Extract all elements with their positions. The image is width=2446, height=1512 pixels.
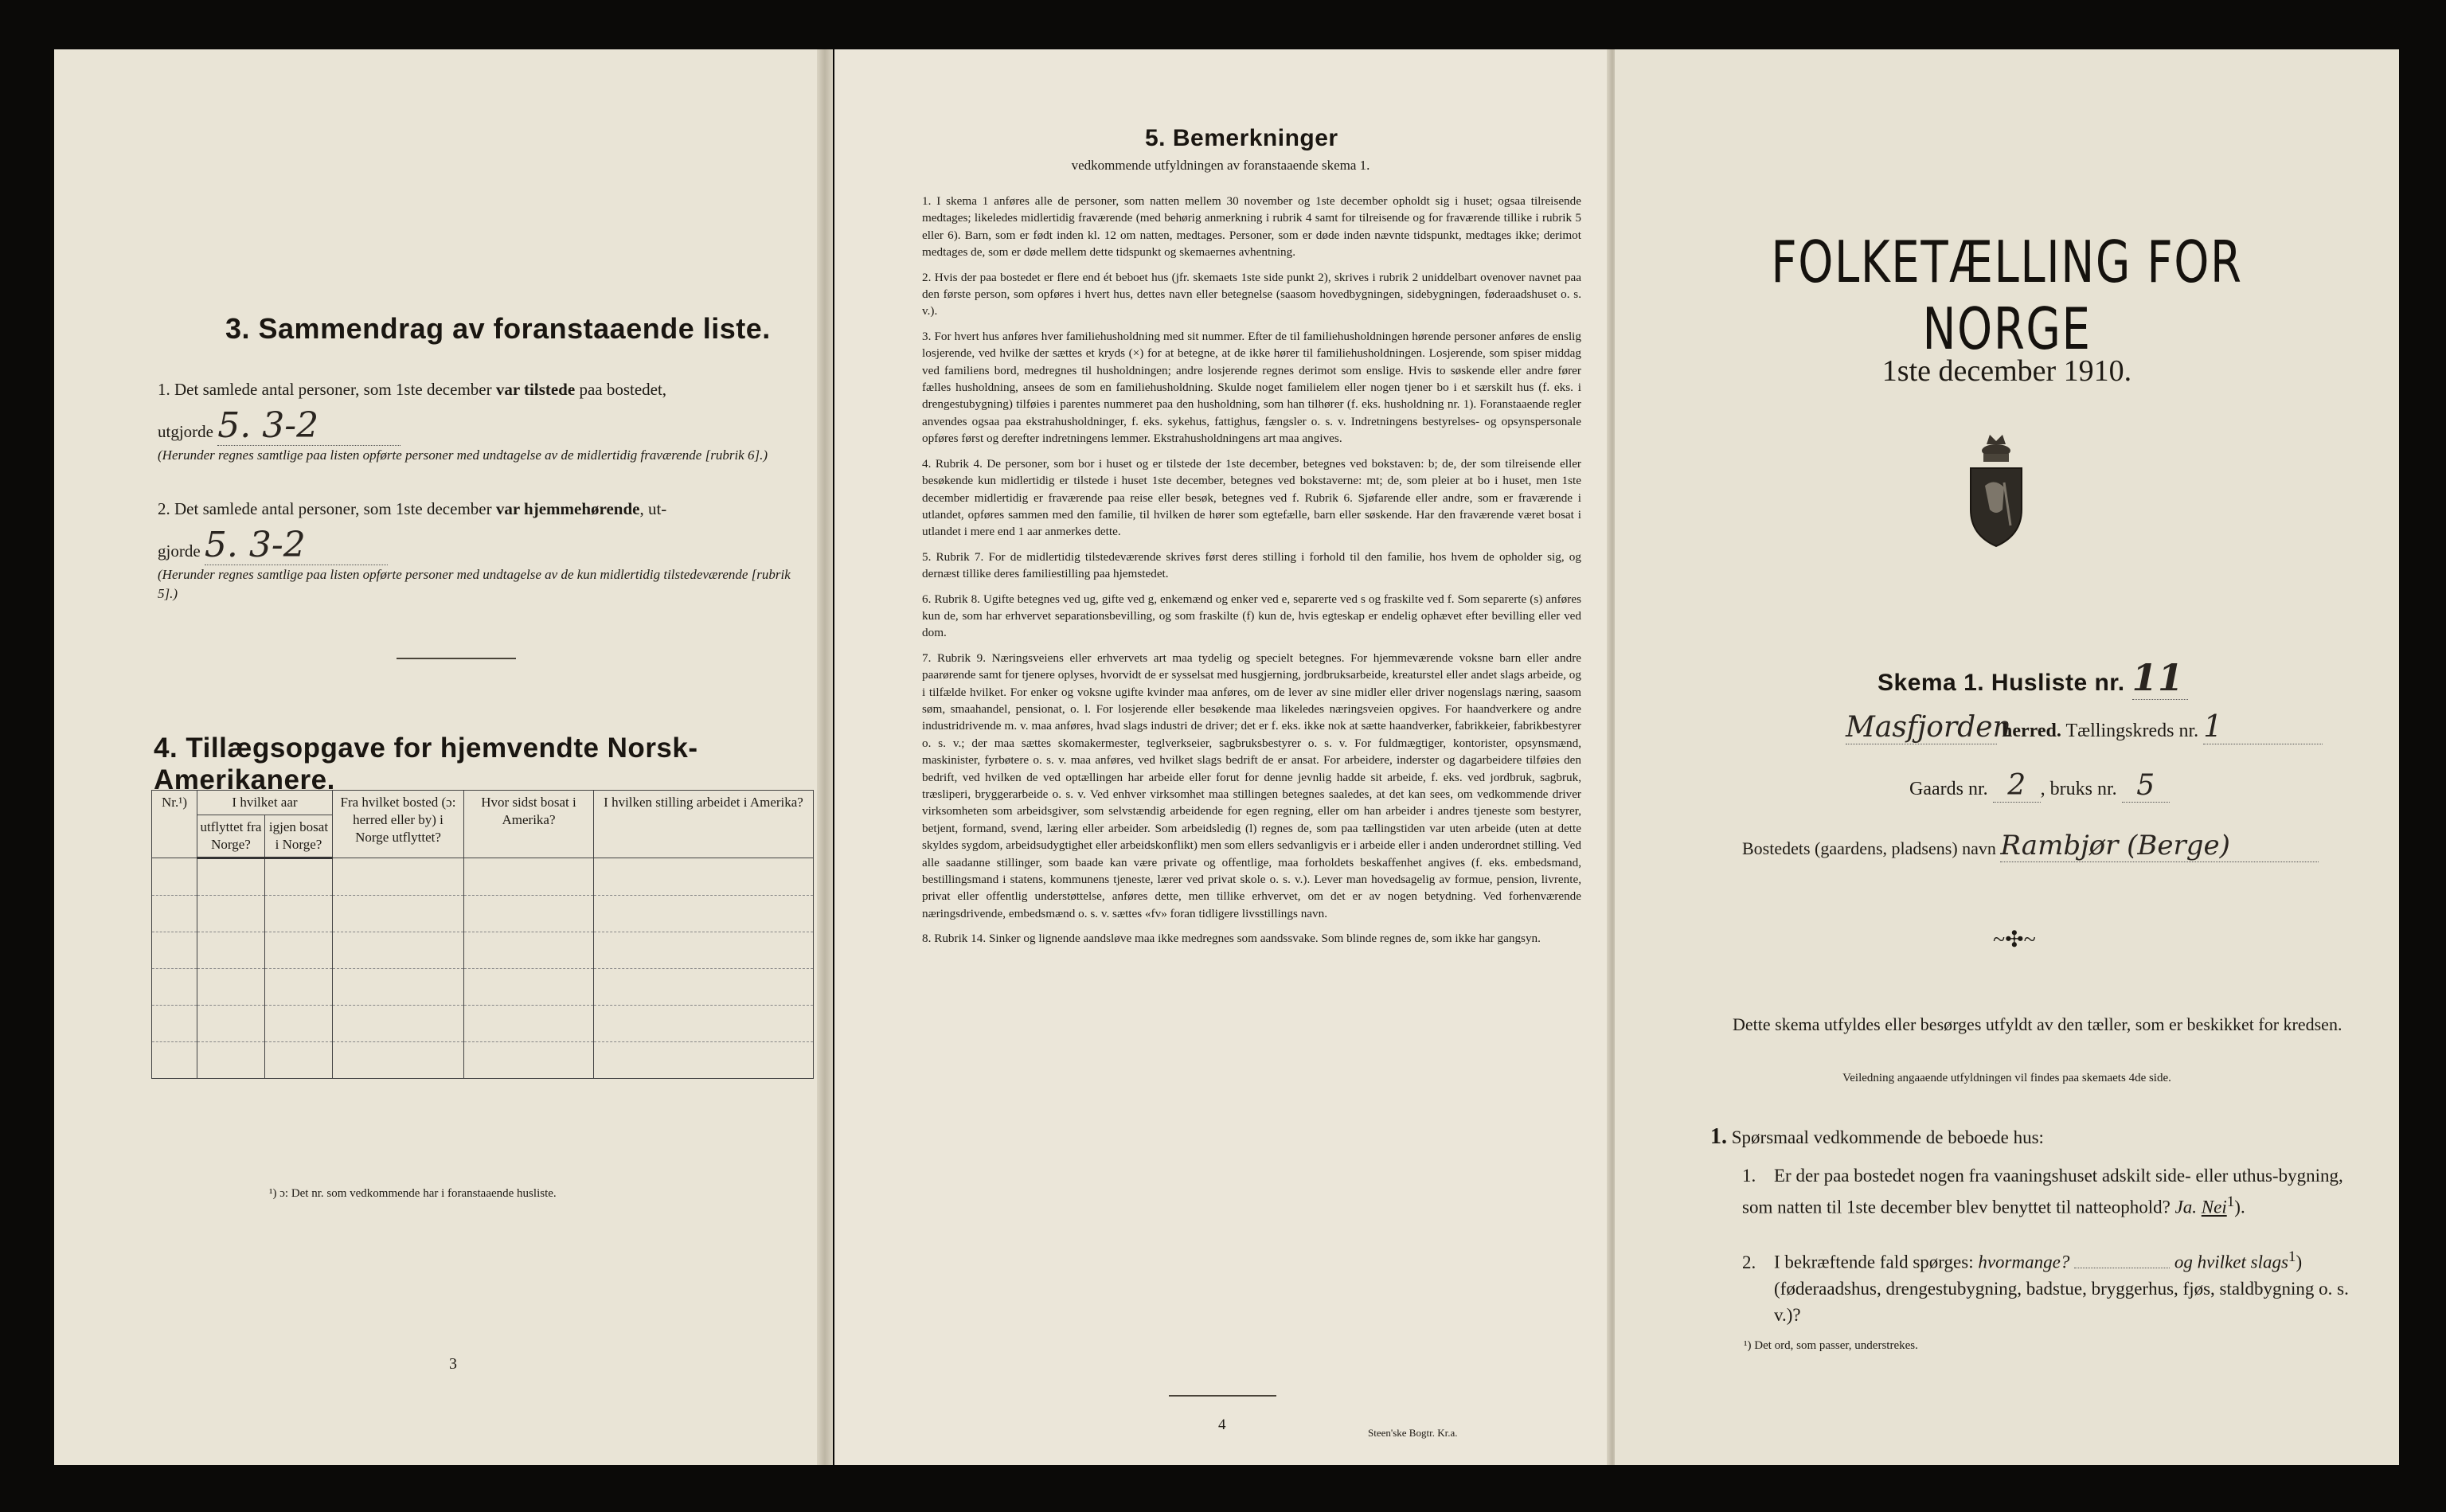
- item1-text-b: paa bostedet,: [575, 380, 667, 399]
- herred-label: herred.: [2002, 721, 2061, 741]
- answer-nei: Nei: [2201, 1197, 2227, 1217]
- gaards-line: [1909, 769, 2170, 803]
- table-row: [152, 858, 814, 896]
- remark-paragraph: 4. Rubrik 4. De personer, som bor i huset og er tilstede der 1ste december, betegnes ved bokstaven: b; de, der som tilreisende eller besøkende kun midlertidig er tilstede i huset 1ste december, betegnes ved bokstaverne: mt; de, som pleier at bo i huset, men 1ste december midlertidig er fraværende paa reise eller besøk, betegnes ved f. Rubrik 6. Sjøfarende eller andre, som er fraværende i utlandet, opføres sammen med den familie, til hvilken de hører som egtefælle, barn eller søskende. Har den fraværende været bosat i utlandet i mere end 1 aar anmerkes dette.: [922, 456, 1581, 539]
- question-1-heading: [1710, 1124, 2044, 1150]
- item2-handwritten-count: 5. 3-2: [204, 525, 306, 565]
- census-date: 1ste december 1910.: [1881, 354, 2132, 388]
- col-bosted-header: Fra hvilket bosted (ɔ: herred eller by) i Norge utflyttet?: [333, 791, 464, 858]
- section-3-title: 3. Sammendrag av foranstaaende liste.: [225, 312, 771, 345]
- question-1-1: 1. Er der paa bostedet nogen fra vaaningshuset adskilt side- eller uthus-bygning, som natten til 1ste december blev benyttet til natteophold? Ja. Nei$^1$).: [1742, 1162, 2363, 1221]
- gaards-number: 2: [2007, 769, 2026, 802]
- item2-text-c: gjorde: [158, 541, 201, 561]
- divider: [1169, 1395, 1276, 1397]
- herred-name: Masfjorden: [1846, 711, 2011, 744]
- page-number: 3: [449, 1355, 457, 1373]
- col-stilling-header: I hvilken stilling arbeidet i Amerika?: [594, 791, 814, 858]
- instruction-note: Veiledning angaaende utfyldningen vil findes paa skemaets 4de side.: [1842, 1072, 2171, 1084]
- divider: [397, 658, 516, 659]
- col-nr-header: Nr.¹): [152, 791, 197, 858]
- herred-line: [1846, 709, 2323, 744]
- question-1-2-text-a: I bekræftende fald spørges:: [1774, 1252, 1974, 1272]
- husliste-number: 11: [2131, 656, 2184, 699]
- remark-paragraph: 3. For hvert hus anføres hver familiehusholdning med sit nummer. Efter de til familiehusholdningen hørende personer anføres de enslig losjerende, ved hvilke der sættes et kryds (×) for at betegne, at de ikke hører til familiehusholdningen. Losjerende, som spiser middag ved familiens bord, medregnes til husholdningen; andre losjerende regnes derimot som enslige. Hvis to søskende eller andre fører fælles husholdning, ansees de som en familiehusholdning. Skulde noget familielem eller nogen tjener bo i et særskilt hus (f. eks. i drengestubygning) tilføies i parentes nummeret paa den husholdning, som han tilhører (f. eks. husholdning nr. 1). Foranstaaende regler anvendes ogsaa paa ekstrahusholdninger, f. eks. sykehus, fattighus, fængsler o. s. v. Indretningens bestyrelses- og opsynspersonale opføres først og derefter indretningens lemmer. Ekstrahusholdningens art maa angives.: [922, 329, 1581, 446]
- remarks-body: [922, 193, 1581, 955]
- bruks-label: , bruks nr.: [2040, 779, 2117, 799]
- col-amerika-header: Hvor sidst bosat i Amerika?: [464, 791, 594, 858]
- table-row: [152, 932, 814, 969]
- col-igjen-header: igjen bosat i Norge?: [265, 815, 333, 858]
- bosted-name: Rambjør (Berge): [2000, 830, 2230, 861]
- answer-ja: Ja.: [2174, 1197, 2198, 1217]
- census-title: FOLKETÆLLING FOR NORGE: [1771, 229, 2243, 362]
- remark-paragraph: 2. Hvis der paa bostedet er flere end ét beboet hus (jfr. skemaets 1ste side punkt 2), skrives i rubrik 2 uniddelbart ovenover navnet paa den første person, som opføres i hvert hus, dettes navn eller betegnelse (saasom hovedbygningen, sidebygningen, føderaadshuset o. s. v.).: [922, 270, 1581, 318]
- question-1-1-number: 1.: [1742, 1166, 1756, 1186]
- col-utflyttet-header: utflyttet fra Norge?: [197, 815, 265, 858]
- question-1-text: Spørsmaal vedkommende de beboede hus:: [1731, 1127, 2044, 1147]
- table-row: [152, 969, 814, 1006]
- gaards-label: Gaards nr.: [1909, 779, 1988, 799]
- table-row: [152, 1042, 814, 1079]
- item1-text-a: 1. Det samlede antal personer, som 1ste december: [158, 380, 496, 399]
- remark-paragraph: 6. Rubrik 8. Ugifte betegnes ved ug, gifte ved g, enkemænd og enker ved e, separerte ved s og fraskilte ved f. Som separerte (s) anføres kun de, som har erhvervet separationsbevilling, og som fraskilte (f) kun de, hvis egteskap er endelig ophævet efter bevilling eller ved dom.: [922, 592, 1581, 640]
- skema-label: Skema 1. Husliste nr.: [1877, 670, 2125, 696]
- norsk-amerikanere-table: [151, 790, 814, 1079]
- question-1-2-italic2: og hvilket slags: [2174, 1252, 2288, 1272]
- remark-paragraph: 1. I skema 1 anføres alle de personer, som natten mellem 30 november og 1ste december opholdt sig i huset; ogsaa tilreisende medtages; likeledes midlertidig fraværende (med behørig anmerkning i rubrik 4 samt for tilreisende og for fraværende tillike i rubrik 5 eller 6). Barn, som er født inden kl. 12 om natten, medtages. Personer, som er døde inden nævnte tidspunkt, medtages ikke; derimot medtages de, som er døde mellem dette tidspunkt og skemaernes avhentning.: [922, 194, 1581, 260]
- summary-item-2: [158, 495, 819, 604]
- skema-line: [1877, 656, 2188, 700]
- page-number: 4: [1218, 1416, 1226, 1433]
- question-1-2-italic: hvormange?: [1978, 1252, 2070, 1272]
- table-row: [152, 1006, 814, 1042]
- footnote: ¹) Det ord, som passer, understrekes.: [1744, 1339, 1918, 1352]
- item2-text-a: 2. Det samlede antal personer, som 1ste december: [158, 499, 496, 518]
- item1-text-bold: var tilstede: [495, 380, 576, 399]
- question-1-1-text: Er der paa bostedet nogen fra vaaningshuset adskilt side- eller uthus-bygning, som natten til 1ste december blev benyttet til natteophold?: [1742, 1166, 2343, 1217]
- remark-paragraph: 7. Rubrik 9. Næringsveiens eller erhvervets art maa tydelig og specielt betegnes. For hjemmeværende voksne barn eller andre paarørende samt for tjenere oplyses, hvorvidt de er sysselsat med husgjerning, jordbruksarbeide, kreaturstel eller andet slags arbeide, og i tilfælde hvilket. For enker og voksne ugifte kvinder maa anføres, om de lever av sine midler eller driver nogenslags næring, saasom søm, smaahandel, pensionat, o. l. For losjerende eller besøkende maa likeledes næringsveien opgives. For haandverkere og andre industridrivende m. v. maa anføres, hvad slags industri de driver; det er f. eks. ikke nok at sætte haandverker, fabrikkeier, fabrikbestyrer o. s. v.; der maa sættes skomakermester, teglverkseier, sagbruksbestyrer o. s. v. For fuldmægtiger, kontorister, opsynsmænd, maskinister, fyrbøtere o. s. v. maa anføres, ved hvilket slags bedrift de er ansat. For arbeidere, inderster og dagarbeidere tilføies den bedrift, ved hvilken de ved optællingen har arbeide eller forut for denne jevnlig hadde sit arbeide, f. eks. ved jordbruk, sagbruk, træsliperi, bryggerarbeide o. s. v. Ved enhver virksomhet maa stillingen betegnes saaledes, at det kan sees, om vedkommende driver virksomheten som arbeidsgiver, som selvstændig arbeidende for egen regning, eller om han arbeider i andres tjeneste som bestyrer, betjent, formand, svend, læring eller arbeider. Som arbeidsledig (l) regnes de, som paa tællingstiden var uten arbeide (uten at dette skyldes sygdom, arbeidsudygtighet eller arbeidskonflikt) men som ellers sedvanligvis er i arbeide eller i anden underordnet stilling. Ved alle saadanne stillinger, som baade kan være private og offentlige, maa forholdets beskaffenhet angives (f. eks. embedsmand, bestillingsmand i statens, kommunens tjeneste, lærer ved privat skole o. s. v.). Lever man hovedsagelig av formue, pension, livrente, privat eller offentlig understøttelse, anføres dette, men tillike erhvervet, om det er av nogen betydning. Ved forhenværende næringsdrivende, embedsmænd o. s. v. sættes «fv» foran tidligere livsstillings navn.: [922, 651, 1581, 920]
- ornament-icon: ~✣~: [1993, 928, 2036, 952]
- question-1-2-text-b: (føderaadshus, drengestubygning, badstue, bryggerhus, fjøs, staldbygning o. s. v.)?: [1774, 1278, 2349, 1325]
- question-1-2-number: 2.: [1742, 1252, 1756, 1272]
- section-5-title: 5. Bemerkninger: [1145, 125, 1338, 151]
- table-footnote: ¹) ɔ: Det nr. som vedkommende har i foranstaaende husliste.: [269, 1187, 557, 1200]
- remark-paragraph: 5. Rubrik 7. For de midlertidig tilstedeværende skrives først deres stilling i forhold til den familie, hos hvem de opholder sig, og dernæst tillike deres familiestilling paa hjemstedet.: [922, 549, 1581, 581]
- page-fold: [817, 49, 833, 1465]
- kreds-number: 1: [2203, 709, 2223, 744]
- coat-of-arms-icon: [1963, 430, 2030, 549]
- table-row: [152, 896, 814, 932]
- page-middle: [834, 49, 1612, 1465]
- summary-item-1: [158, 376, 819, 465]
- item1-text-c: utgjorde: [158, 422, 213, 441]
- item2-text-b: , ut-: [639, 499, 667, 518]
- item1-note: (Herunder regnes samtlige paa listen opførte personer med undtagelse av de midlertidig fraværende [rubrik 6].): [158, 447, 768, 463]
- instruction-text: Dette skema utfyldes eller besørges utfyldt av den tæller, som er beskikket for kredsen.: [1733, 1014, 2342, 1034]
- question-1-number: 1.: [1710, 1124, 1727, 1149]
- kreds-label: Tællingskreds nr.: [2065, 721, 2199, 741]
- item1-handwritten-count: 5. 3-2: [217, 405, 319, 446]
- item2-note: (Herunder regnes samtlige paa listen opførte personer med undtagelse av de kun midlertidig tilstedeværende [rubrik 5].): [158, 567, 791, 601]
- bosted-label: Bostedets (gaardens, pladsens) navn: [1742, 838, 1996, 858]
- bruks-number: 5: [2136, 769, 2155, 802]
- section-4-title: 4. Tillægsopgave for hjemvendte Norsk-Amerikanere.: [154, 733, 698, 795]
- item2-text-bold: var hjemmehørende: [495, 499, 640, 518]
- col-group-header: I hvilket aar: [197, 791, 333, 815]
- section-5-subtitle: vedkommende utfyldningen av foranstaaende skema 1.: [1071, 158, 1370, 173]
- page-right: [1615, 49, 2399, 1465]
- printer-mark: Steen'ske Bogtr. Kr.a.: [1368, 1427, 1458, 1439]
- remark-paragraph: 8. Rubrik 14. Sinker og lignende aandsløve maa ikke medregnes som aandssvake. Som blinde regnes de, som ikke har gangsyn.: [922, 932, 1541, 946]
- question-1-2: 2. I bekræftende fald spørges: hvormange? og hvilket slags$^1$) (føderaadshus, drengestubygning, badstue, bryggerhus, fjøs, staldbygning o. s. v.)?: [1742, 1244, 2363, 1328]
- bosted-line: [1742, 830, 2319, 862]
- page-left: [54, 49, 819, 1465]
